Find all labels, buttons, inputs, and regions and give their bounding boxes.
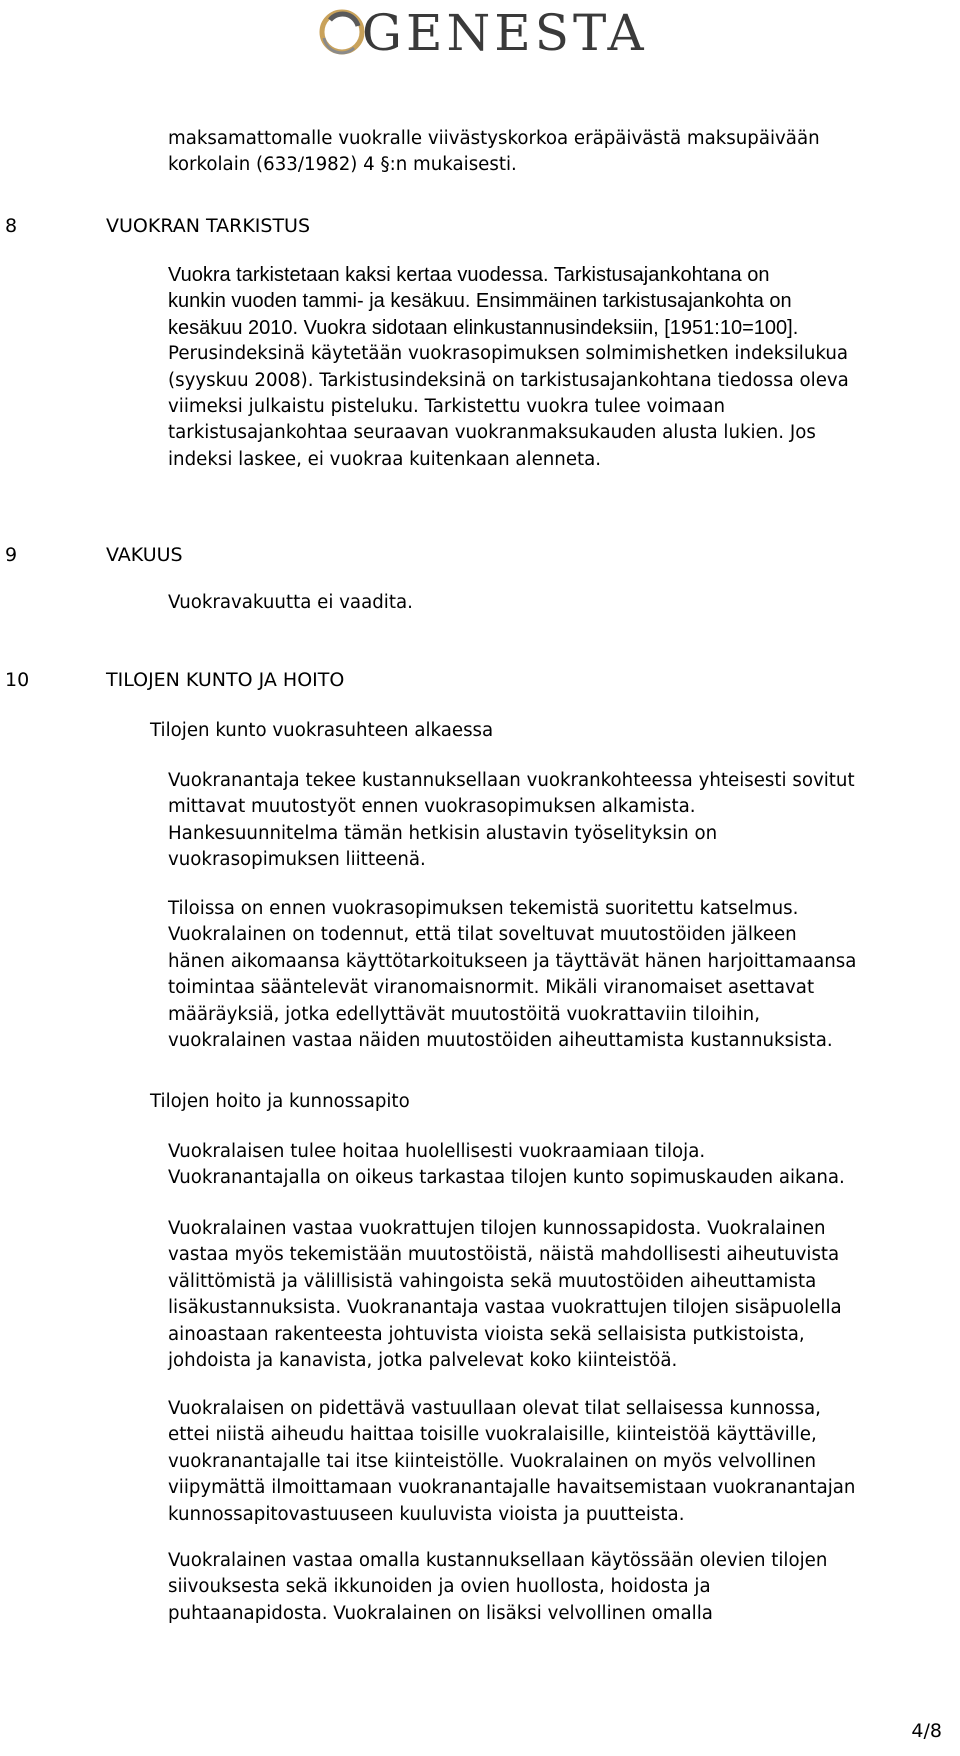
text-line: lisäkustannuksista. Vuokranantaja vastaa vuokrattujen tilojen sisäpuolella: [168, 1297, 842, 1319]
text-line: Vuokranantajalla on oikeus tarkastaa tilojen kunto sopimuskauden aikana.: [168, 1167, 845, 1189]
paragraph-10-2: [168, 896, 958, 1054]
text-line: puhtaanapidosta. Vuokralainen on lisäksi velvollinen omalla: [168, 1602, 713, 1624]
text-line: vastaa myös tekemistään muutostöistä, näistä mahdollisesti aiheutuvista: [168, 1244, 840, 1266]
text-line: Vuokralainen on todennut, että tilat soveltuvat muutostöiden jälkeen: [168, 924, 797, 946]
text-line: korkolain (633/1982) 4 §:n mukaisesti.: [168, 154, 517, 176]
text-line: Tiloissa on ennen vuokrasopimuksen tekemistä suoritettu katselmus.: [168, 898, 799, 919]
paragraph-10-4: [168, 1216, 958, 1374]
text-line: maksamattomalle vuokralle viivästyskorkoa eräpäivästä maksupäivään: [168, 128, 820, 149]
text-line: Perusindeksinä käytetään vuokrasopimuksen solmimishetken indeksilukua: [168, 343, 849, 365]
text-line: määräyksiä, jotka edellyttävät muutostöitä vuokrattaviin tiloihin,: [168, 1003, 760, 1025]
text-line: toimintaa sääntelevät viranomaisnormit. Mikäli viranomaiset asettavat: [168, 977, 815, 999]
text-line: kunkin vuoden tammi- ja kesäkuu. Ensimmäinen tarkistusajankohta on: [168, 290, 792, 313]
text-line: Vuokralaisen tulee hoitaa huolellisesti vuokraamiaan tiloja.: [168, 1141, 706, 1162]
text-line: viipymättä ilmoittamaan vuokranantajalle havaitsemistaan vuokranantajan: [168, 1477, 856, 1499]
text-line: välittömistä ja välillisistä vahingoista sekä muutostöiden aiheuttamista: [168, 1270, 817, 1292]
paragraph-10-5: [168, 1396, 958, 1528]
text-line: indeksi laskee, ei vuokraa kuitenkaan alenneta.: [168, 448, 602, 470]
text-line: tarkistusajankohtaa seuraavan vuokranmaksukauden alusta lukien. Jos: [168, 422, 816, 444]
section-8-title: VUOKRAN TARKISTUS: [106, 215, 311, 237]
section-9-title: VAKUUS: [106, 544, 183, 566]
section-8-number: 8: [5, 215, 18, 237]
page-number: 4/8: [911, 1720, 942, 1742]
text-line: kunnossapitovastuuseen kuuluvista vioista ja puutteista.: [168, 1503, 685, 1525]
text-line: kesäkuu 2010. Vuokra sidotaan elinkustannusindeksiin, [1951:10=100].: [168, 316, 799, 339]
section-9-number: 9: [5, 544, 18, 566]
logo-text: GENESTA: [362, 4, 648, 62]
text-line: Vuokra tarkistetaan kaksi kertaa vuodessa. Tarkistusajankohtana on: [168, 264, 770, 286]
text-line: johdoista ja kanavista, jotka palvelevat koko kiinteistöä.: [168, 1349, 678, 1371]
text-line: mittavat muutostyöt ennen vuokrasopimuksen alkamista.: [168, 796, 696, 818]
text-line: Vuokralainen vastaa vuokrattujen tilojen kunnossapidosta. Vuokralainen: [168, 1218, 826, 1239]
subheading-condition: Tilojen kunto vuokrasuhteen alkaessa: [150, 720, 494, 741]
text-line: Vuokralainen vastaa omalla kustannuksellaan käytössään olevien tilojen: [168, 1550, 828, 1571]
paragraph-10-3: [168, 1139, 958, 1192]
paragraph-intro: [168, 126, 958, 179]
text-line: vuokranantajalle tai itse kiinteistölle. Vuokralainen on myös velvollinen: [168, 1450, 817, 1472]
genesta-logo: [310, 4, 710, 62]
text-line: Hankesuunnitelma tämän hetkisin alustavin työselityksin on: [168, 822, 718, 844]
section-10-number: 10: [5, 669, 30, 691]
text-line: vuokrasopimuksen liitteenä.: [168, 849, 426, 871]
text-line: vuokralainen vastaa näiden muutostöiden aiheuttamista kustannuksista.: [168, 1029, 833, 1051]
text-line: (syyskuu 2008). Tarkistusindeksinä on tarkistusajankohtana tiedossa oleva: [168, 369, 849, 391]
text-line: ainoastaan rakenteesta johtuvista vioista sekä sellaisista putkistoista,: [168, 1323, 805, 1345]
text-line: hänen aikomaansa käyttötarkoitukseen ja täyttävät hänen harjoittamaansa: [168, 950, 857, 972]
text-line: ettei niistä aiheudu haittaa toisille vuokralaisille, kiinteistöä käyttäville,: [168, 1424, 817, 1446]
text-line: Vuokranantaja tekee kustannuksellaan vuokrankohteessa yhteisesti sovitut: [168, 770, 855, 791]
paragraph-10-1: [168, 768, 958, 874]
text-line: siivouksesta sekä ikkunoiden ja ovien huollosta, hoidosta ja: [168, 1576, 711, 1598]
text-line: Vuokravakuutta ei vaadita.: [168, 592, 413, 613]
text-line: Vuokralaisen on pidettävä vastuullaan olevat tilat sellaisessa kunnossa,: [168, 1398, 821, 1419]
paragraph-10-6: [168, 1548, 958, 1627]
subheading-maintenance: Tilojen hoito ja kunnossapito: [150, 1091, 410, 1112]
paragraph-9: [168, 590, 958, 616]
section-10-title: TILOJEN KUNTO JA HOITO: [106, 669, 345, 691]
paragraph-8: [168, 262, 958, 473]
text-line: viimeksi julkaistu pisteluku. Tarkistettu vuokra tulee voimaan: [168, 395, 725, 417]
